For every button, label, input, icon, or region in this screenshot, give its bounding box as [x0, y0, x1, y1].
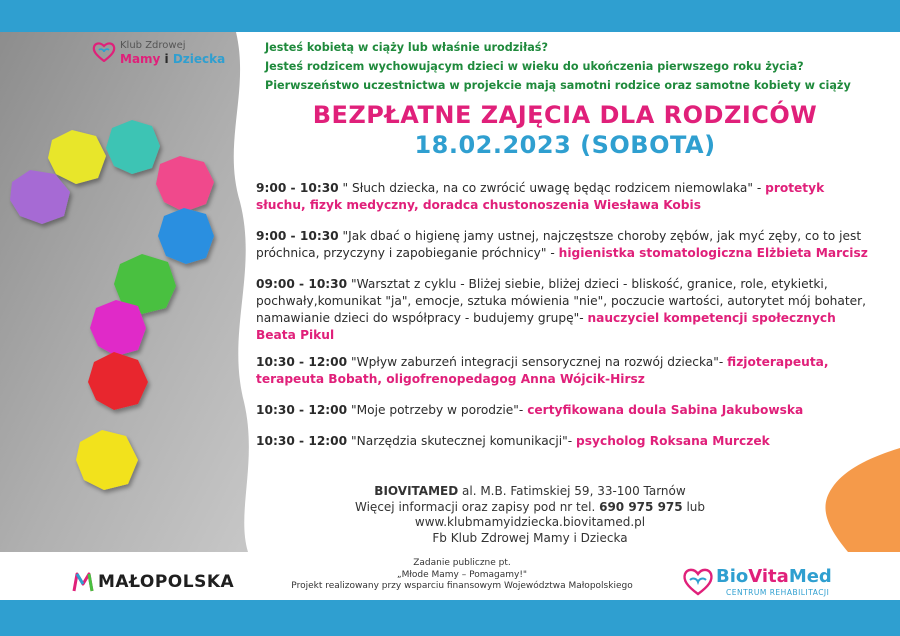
- club-logo-sep: i: [160, 52, 173, 66]
- orange-decoration: [818, 448, 900, 552]
- session-speaker: psycholog Roksana Murczek: [576, 434, 770, 448]
- task-name: „Młode Mamy – Pomagamy!": [396, 569, 528, 580]
- contact-address: al. M.B. Fatimskiej 59, 33-100 Tarnów: [458, 484, 686, 498]
- contact-phone-suffix: lub: [682, 499, 705, 514]
- biovita-name: [716, 566, 832, 587]
- biovita-logo: [682, 566, 842, 600]
- sessions-list: [256, 180, 876, 464]
- intro-question-2: Jesteś rodzicem wychowującym dzieci w wieku do ukończenia pierwszego roku życia?: [265, 60, 804, 73]
- contact-org: BIOVITAMED: [374, 484, 459, 498]
- session-time: 09:00 - 10:30: [256, 277, 348, 291]
- intro-block: [265, 38, 885, 95]
- contact-phone: 690 975 975: [599, 499, 683, 514]
- session-topic: " Słuch dziecka, na co zwrócić uwagę będąc rodzicem niemowlaka" -: [338, 181, 766, 195]
- top-color-band: [0, 0, 900, 32]
- session-item: [256, 276, 876, 344]
- session-item: [256, 228, 876, 262]
- session-time: 10:30 - 12:00: [256, 355, 348, 369]
- biovita-subtitle: CENTRUM REHABILITACJI: [726, 588, 830, 597]
- session-speaker: higienistka stomatologiczna Elżbieta Marcisz: [558, 246, 868, 260]
- paper-ball-teal: [106, 120, 160, 174]
- event-date: 18.02.2023 (SOBOTA): [414, 131, 716, 159]
- intro-question-1: Jesteś kobietą w ciąży lub właśnie urodziłaś?: [265, 41, 548, 54]
- contact-address-line: [330, 484, 730, 500]
- session-time: 9:00 - 10:30: [256, 229, 339, 243]
- session-item: [256, 433, 876, 450]
- malopolska-name: MAŁOPOLSKA: [98, 572, 235, 592]
- biovita-heart-logo-icon: [682, 568, 714, 596]
- task-label: Zadanie publiczne pt.: [413, 558, 511, 568]
- contact-phone-prefix: Więcej informacji oraz zapisy pod nr tel.: [355, 499, 600, 514]
- club-logo-name: [120, 52, 225, 66]
- club-logo: [92, 40, 232, 70]
- contact-facebook[interactable]: Fb Klub Zdrowej Mamy i Dziecka: [432, 530, 628, 545]
- malopolska-logo: [72, 570, 234, 594]
- session-topic: "Wpływ zaburzeń integracji sensorycznej na rozwój dziecka"-: [347, 355, 728, 369]
- contact-website[interactable]: www.klubmamyidziecka.biovitamed.pl: [414, 515, 646, 529]
- session-item: [256, 402, 876, 419]
- contact-block: [330, 484, 730, 546]
- club-logo-mamy: Mamy: [120, 52, 161, 66]
- contact-phone-line: [330, 500, 730, 516]
- biovita-med: Med: [788, 566, 832, 587]
- bottom-color-band: [0, 600, 900, 636]
- page-title: BEZPŁATNE ZAJĘCIA DLA RODZICÓW: [312, 101, 818, 129]
- question-mark-paper-balls-image: [0, 32, 260, 552]
- session-topic: "Narzędzia skutecznej komunikacji"-: [347, 434, 577, 448]
- headline: [265, 100, 865, 160]
- biovita-bio: Bio: [716, 566, 749, 587]
- biovita-vita: Vita: [748, 566, 789, 587]
- session-topic: "Jak dbać o higienę jamy ustnej, najczęstsze choroby zębów, jak myć zęby, co to jest próchnica, przyczyny i zapobieganie próchnicy" -: [256, 229, 862, 260]
- funding-note: [262, 558, 662, 593]
- session-topic: "Moje potrzeby w porodzie"-: [347, 403, 528, 417]
- session-item: [256, 180, 876, 214]
- malopolska-m-logo-icon: [72, 571, 94, 593]
- session-speaker: nauczyciel kompetencji społecznych Beata Pikul: [256, 311, 836, 342]
- club-logo-dziecka: Dziecka: [172, 52, 226, 66]
- heart-logo-icon: [92, 42, 116, 62]
- club-logo-line1: Klub Zdrowej: [120, 40, 186, 51]
- paper-ball-blue: [158, 208, 214, 264]
- session-time: 10:30 - 12:00: [256, 403, 348, 417]
- intro-priority: Pierwszeństwo uczestnictwa w projekcie mają samotni rodzice oraz samotne kobiety w ciąży: [265, 79, 851, 92]
- session-time: 10:30 - 12:00: [256, 434, 348, 448]
- session-speaker: certyfikowana doula Sabina Jakubowska: [527, 403, 804, 417]
- funding-text: Projekt realizowany przy wsparciu finansowym Województwa Małopolskiego: [291, 581, 633, 591]
- session-item: [256, 354, 876, 388]
- session-time: 9:00 - 10:30: [256, 181, 339, 195]
- session-speaker: fizjoterapeuta, terapeuta Bobath, oligofrenopedagog Anna Wójcik-Hirsz: [256, 355, 829, 386]
- session-speaker: protetyk słuchu, fizyk medyczny, doradca chustonoszenia Wiesława Kobis: [256, 181, 825, 212]
- session-topic: "Warsztat z cyklu - Bliżej siebie, bliżej dzieci - bliskość, granice, role, etykietki, pochwały,komunikat "ja", emocje, sztuka mówienia "nie", poczucie wartości, autorytet mój bohater, namawianie dzieci do współpracy - budujemy grupę"-: [256, 277, 867, 325]
